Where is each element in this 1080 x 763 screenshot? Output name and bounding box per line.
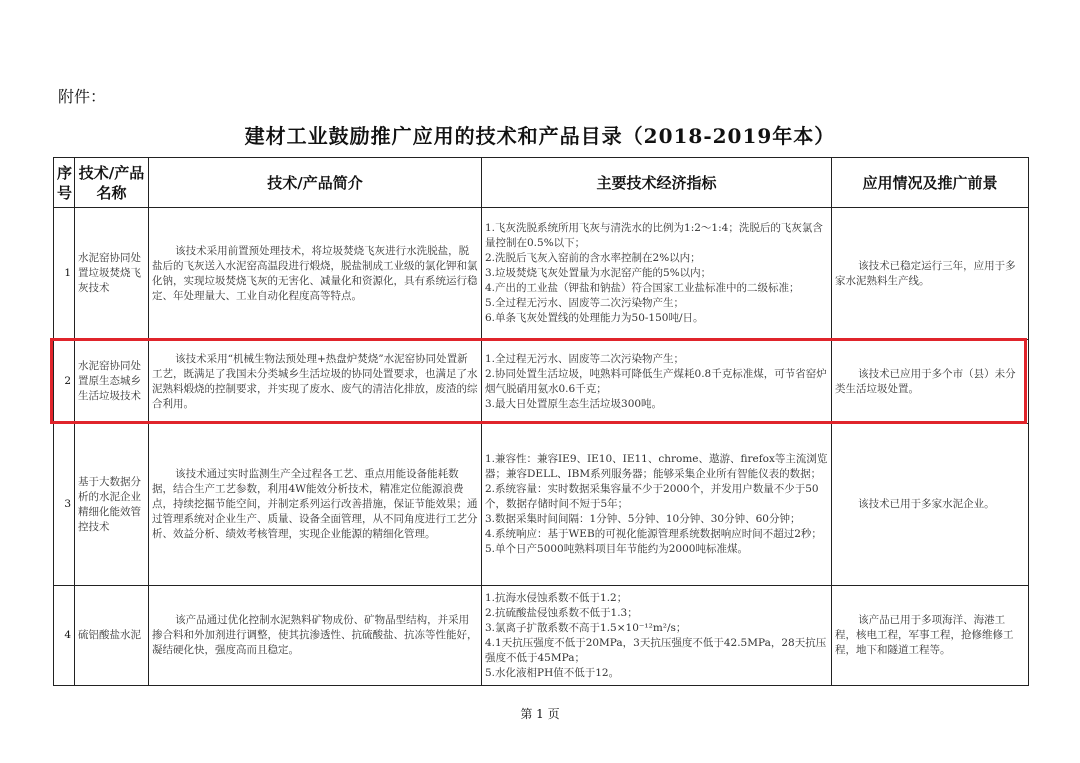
row-intro: 该技术采用前置预处理技术，将垃圾焚烧飞灰进行水洗脱盐，脱盐后的飞灰送入水泥窑高温段进行煅烧，脱盐制成工业级的氯化钾和氯化钠，实现垃圾焚烧飞灰的无害化、减量化和资源化，具有系统运行稳定、年处理量大、工业自动化程度高等特点。 — [149, 208, 482, 340]
row-name: 水泥窑协同处置原生态城乡生活垃圾技术 — [75, 340, 149, 424]
table-row — [54, 208, 1029, 340]
indicator-line: 4.系统响应：基于WEB的可视化能源管理系统数据响应时间不超过2秒； — [485, 528, 822, 540]
document-title: 建材工业鼓励推广应用的技术和产品目录（2018-2019年本） — [244, 124, 836, 148]
row-seq: 2 — [54, 340, 75, 424]
row-seq: 3 — [54, 424, 75, 586]
row-intro: 该技术采用“机械生物法预处理+热盘炉焚烧”水泥窑协同处置新工艺，既满足了我国未分类城乡生活垃圾的协同处置要求，也满足了水泥熟料煅烧的控制要求，并实现了废水、废气的清洁化排放，废渣的综合利用。 — [149, 340, 482, 424]
indicator-line: 1.抗海水侵蚀系数不低于1.2； — [485, 591, 628, 604]
indicator-line: 3.垃圾焚烧飞灰处置量为水泥窑产能的5%以内； — [485, 267, 712, 279]
indicator-line: 2.系统容量：实时数据采集容量不少于2000个，并发用户数量不少于50个，数据存储时间不短于5年； — [485, 483, 819, 510]
page-number: 第 1 页 — [520, 707, 560, 721]
header-name: 技术/产品名称 — [75, 158, 149, 208]
indicator-line: 2.协同处置生活垃圾，吨熟料可降低生产煤耗0.8千克标准煤，可节省窑炉烟气脱硝用氨水0.6千克； — [485, 367, 827, 395]
row-seq: 4 — [54, 586, 75, 686]
indicator-line: 5.全过程无污水、固废等二次污染物产生； — [485, 297, 685, 309]
row-prospect: 该技术已应用于多个市（县）未分类生活垃圾处置。 — [832, 340, 1029, 424]
indicator-line: 3.氯离子扩散系数不高于1.5×10⁻¹²m²/s； — [485, 621, 687, 634]
table-header-row — [54, 158, 1029, 208]
indicator-line: 2.洗脱后飞灰入窑前的含水率控制在2%以内； — [485, 252, 701, 264]
catalog-table — [53, 157, 1029, 686]
row-seq: 1 — [54, 208, 75, 340]
table-row — [54, 424, 1029, 586]
row-indicators — [482, 208, 832, 340]
header-indicators: 主要技术经济指标 — [482, 158, 832, 208]
indicator-line: 1.全过程无污水、固废等二次污染物产生； — [485, 352, 685, 365]
indicator-line: 6.单条飞灰处置线的处理能力为50-150吨/日。 — [485, 312, 704, 324]
row-indicators — [482, 340, 832, 424]
row-name: 硫铝酸盐水泥 — [75, 586, 149, 686]
indicator-line: 1.飞灰洗脱系统所用飞灰与清洗水的比例为1:2～1:4；洗脱后的飞灰氯含量控制在0.5%以下； — [485, 222, 823, 249]
indicator-line: 4.1天抗压强度不低于20MPa，3天抗压强度不低于42.5MPa，28天抗压强度不低于45MPa； — [485, 636, 827, 664]
header-intro: 技术/产品简介 — [149, 158, 482, 208]
attachment-label: 附件： — [58, 87, 107, 106]
row-prospect: 该产品已用于多项海洋、海港工程，核电工程，军事工程，抢修维修工程，地下和隧道工程等。 — [832, 586, 1029, 686]
row-indicators — [482, 586, 832, 686]
row-name: 基于大数据分析的水泥企业精细化能效管控技术 — [75, 424, 149, 586]
indicator-line: 3.数据采集时间间隔：1分钟、5分钟、10分钟、30分钟、60分钟； — [485, 513, 801, 525]
indicator-line: 5.水化液相PH值不低于12。 — [485, 666, 620, 679]
header-prospect: 应用情况及推广前景 — [832, 158, 1029, 208]
row-indicators — [482, 424, 832, 586]
table-row — [54, 586, 1029, 686]
row-prospect: 该技术已用于多家水泥企业。 — [832, 424, 1029, 586]
indicator-line: 2.抗硫酸盐侵蚀系数不低于1.3； — [485, 606, 638, 619]
row-intro: 该技术通过实时监测生产全过程各工艺、重点用能设备能耗数据，结合生产工艺参数，利用4W能效分析技术，精准定位能源浪费点，持续挖掘节能空间，并制定系列运行改善措施，保证节能效果；通过管理系统对企业生产、质量、设备全面管理，从不同角度进行工艺分析、效益分析、绩效考核管理，实现企业能源的精细化管理。 — [149, 424, 482, 586]
row-name: 水泥窑协同处置垃圾焚烧飞灰技术 — [75, 208, 149, 340]
table-row — [54, 340, 1029, 424]
row-intro: 该产品通过优化控制水泥熟料矿物成份、矿物晶型结构，并采用掺合料和外加剂进行调整，使其抗渗透性、抗硫酸盐、抗冻等性能好，凝结硬化快，强度高而且稳定。 — [149, 586, 482, 686]
indicator-line: 3.最大日处置原生态生活垃圾300吨。 — [485, 397, 663, 410]
row-prospect: 该技术已稳定运行三年，应用于多家水泥熟料生产线。 — [832, 208, 1029, 340]
indicator-line: 4.产出的工业盐（钾盐和钠盐）符合国家工业盐标准中的二级标准； — [485, 282, 800, 294]
header-seq: 序号 — [54, 158, 75, 208]
indicator-line: 1.兼容性：兼容IE9、IE10、IE11、chrome、遨游、firefox等主流浏览器；兼容DELL、IBM系列服务器；能够采集企业所有智能仪表的数据； — [485, 453, 828, 480]
indicator-line: 5.单个日产5000吨熟料项目年节能约为2000吨标准煤。 — [485, 543, 748, 555]
